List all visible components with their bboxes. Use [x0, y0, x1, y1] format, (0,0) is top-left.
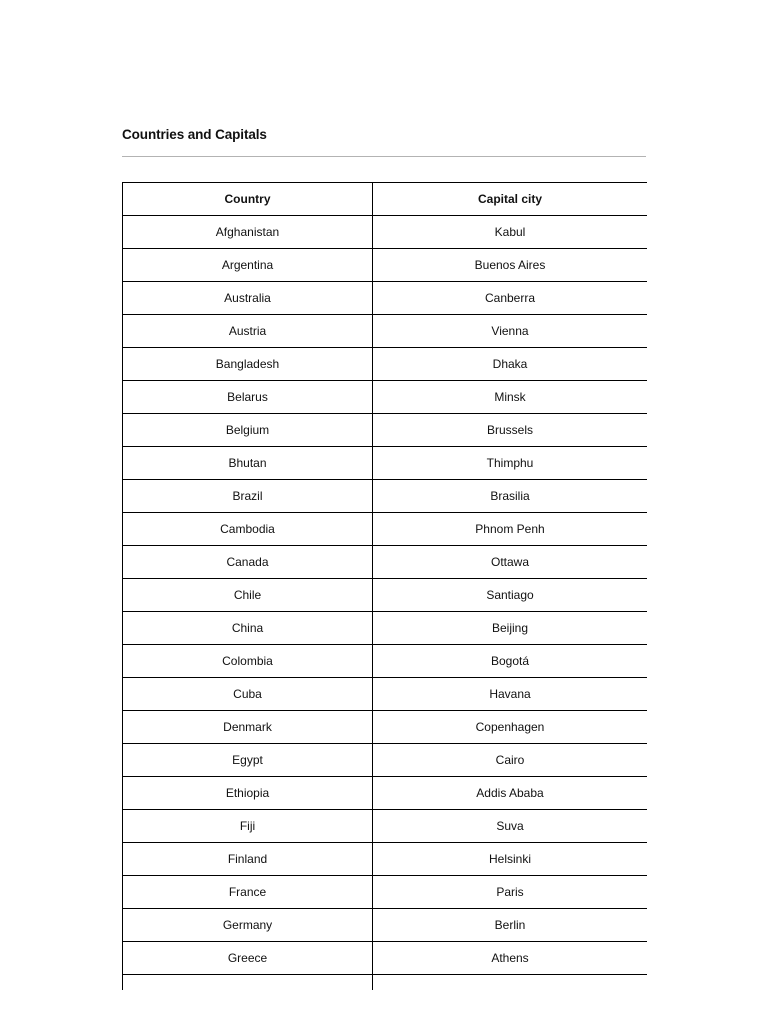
- title-divider: [122, 156, 646, 157]
- country-cell: Canada: [123, 546, 373, 579]
- table-row: [123, 777, 648, 810]
- country-cell: Denmark: [123, 711, 373, 744]
- country-cell: Argentina: [123, 249, 373, 282]
- country-cell: Germany: [123, 909, 373, 942]
- table-row: [123, 381, 648, 414]
- capital-cell: Beijing: [373, 612, 648, 645]
- table-row: [123, 216, 648, 249]
- country-cell: Cuba: [123, 678, 373, 711]
- capital-cell: Ottawa: [373, 546, 648, 579]
- table-row: [123, 546, 648, 579]
- country-cell: Egypt: [123, 744, 373, 777]
- country-cell: Belarus: [123, 381, 373, 414]
- capital-cell: Havana: [373, 678, 648, 711]
- table-header-row: [123, 183, 648, 216]
- capital-cell: Kabul: [373, 216, 648, 249]
- capital-cell: Paris: [373, 876, 648, 909]
- capital-cell: Minsk: [373, 381, 648, 414]
- capital-cell: Addis Ababa: [373, 777, 648, 810]
- table-row: [123, 711, 648, 744]
- table-row: [123, 480, 648, 513]
- capital-cell: Athens: [373, 942, 648, 975]
- capital-cell: Bogotá: [373, 645, 648, 678]
- country-cell: Colombia: [123, 645, 373, 678]
- country-cell: Cambodia: [123, 513, 373, 546]
- table-row: [123, 843, 648, 876]
- table-row: [123, 447, 648, 480]
- country-cell: Fiji: [123, 810, 373, 843]
- table-row: [123, 975, 648, 991]
- country-cell: Australia: [123, 282, 373, 315]
- table-row: [123, 678, 648, 711]
- capital-cell: Phnom Penh: [373, 513, 648, 546]
- capital-cell: Vienna: [373, 315, 648, 348]
- table-row: [123, 282, 648, 315]
- table-row: [123, 612, 648, 645]
- capital-cell: Brasilia: [373, 480, 648, 513]
- country-cell: Finland: [123, 843, 373, 876]
- country-cell: Ethiopia: [123, 777, 373, 810]
- country-cell: Bhutan: [123, 447, 373, 480]
- column-header-country: Country: [123, 183, 373, 216]
- table-row: [123, 579, 648, 612]
- capital-cell: Helsinki: [373, 843, 648, 876]
- capital-cell: Berlin: [373, 909, 648, 942]
- table-row: [123, 810, 648, 843]
- capital-cell: Canberra: [373, 282, 648, 315]
- table-row: [123, 645, 648, 678]
- table-row: [123, 744, 648, 777]
- country-cell: Belgium: [123, 414, 373, 447]
- capital-cell: Buenos Aires: [373, 249, 648, 282]
- table-row: [123, 942, 648, 975]
- page-title: Countries and Capitals: [122, 127, 267, 142]
- table-container: [122, 182, 647, 990]
- country-cell: Brazil: [123, 480, 373, 513]
- table-row: [123, 414, 648, 447]
- table-row: [123, 909, 648, 942]
- country-cell: Chile: [123, 579, 373, 612]
- country-cell: Afghanistan: [123, 216, 373, 249]
- table-row: [123, 348, 648, 381]
- capital-cell: Dhaka: [373, 348, 648, 381]
- table-row: [123, 249, 648, 282]
- table-row: [123, 315, 648, 348]
- table-row: [123, 513, 648, 546]
- country-cell: France: [123, 876, 373, 909]
- capital-cell: Suva: [373, 810, 648, 843]
- country-cell: [123, 975, 373, 991]
- capital-cell: [373, 975, 648, 991]
- table-row: [123, 876, 648, 909]
- capital-cell: Brussels: [373, 414, 648, 447]
- country-cell: China: [123, 612, 373, 645]
- capital-cell: Copenhagen: [373, 711, 648, 744]
- table-body: [123, 216, 648, 991]
- capital-cell: Cairo: [373, 744, 648, 777]
- country-cell: Bangladesh: [123, 348, 373, 381]
- countries-capitals-table: [122, 182, 647, 990]
- column-header-capital-city: Capital city: [373, 183, 648, 216]
- country-cell: Austria: [123, 315, 373, 348]
- country-cell: Greece: [123, 942, 373, 975]
- capital-cell: Thimphu: [373, 447, 648, 480]
- capital-cell: Santiago: [373, 579, 648, 612]
